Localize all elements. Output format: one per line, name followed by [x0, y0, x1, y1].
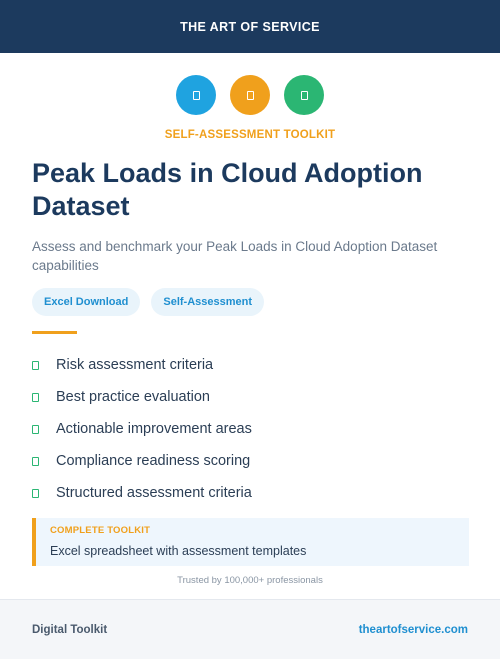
list-item: Structured assessment criteria — [32, 477, 472, 509]
document-icon — [284, 75, 324, 115]
checkbox-icon — [32, 393, 39, 402]
list-item: Actionable improvement areas — [32, 413, 472, 445]
feature-list — [32, 349, 472, 509]
list-item: Risk assessment criteria — [32, 349, 472, 381]
list-item: Compliance readiness scoring — [32, 445, 472, 477]
page-title: Peak Loads in Cloud Adoption Dataset — [32, 158, 423, 221]
chip-excel-download: Excel Download — [32, 288, 140, 316]
footer-bar — [0, 599, 500, 659]
toolkit-callout — [32, 518, 469, 566]
tag-chips — [32, 288, 264, 316]
document-icon — [176, 75, 216, 115]
checkbox-icon — [32, 457, 39, 466]
checkbox-icon — [32, 425, 39, 434]
callout-text: Excel spreadsheet with assessment templates — [50, 544, 307, 558]
footer-label: Digital Toolkit — [32, 623, 108, 636]
eyebrow-label: SELF-ASSESSMENT TOOLKIT — [164, 129, 336, 141]
website-link[interactable]: theartofservice.com — [358, 623, 468, 636]
checkbox-icon — [32, 361, 39, 370]
chip-self-assessment: Self-Assessment — [151, 288, 264, 316]
callout-label: COMPLETE TOOLKIT — [50, 525, 151, 536]
brand-name: THE ART OF SERVICE — [180, 19, 320, 34]
header-bar — [0, 0, 500, 53]
checkbox-icon — [32, 489, 39, 498]
document-icon — [230, 75, 270, 115]
accent-divider — [32, 331, 77, 334]
list-item: Best practice evaluation — [32, 381, 472, 413]
page-subtitle: Assess and benchmark your Peak Loads in Cloud Adoption Dataset capabilities — [32, 239, 438, 273]
trust-note: Trusted by 100,000+ professionals — [177, 575, 323, 586]
icon-row — [0, 75, 500, 115]
